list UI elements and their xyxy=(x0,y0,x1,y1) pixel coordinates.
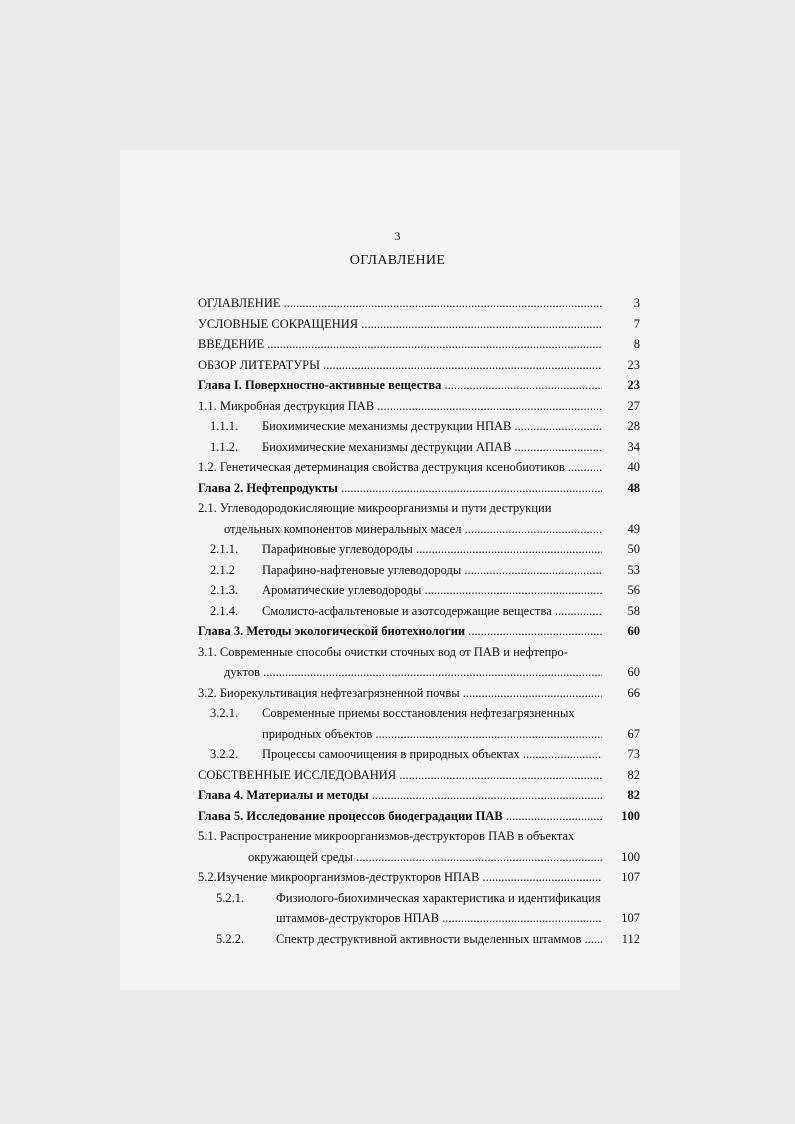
toc-entry-text: дуктов ..... xyxy=(194,662,602,683)
toc-entry-1-2[interactable] xyxy=(194,457,640,478)
toc-entry-5-2-1-cont[interactable] xyxy=(194,908,640,929)
toc-entry-3-2[interactable] xyxy=(194,683,640,704)
toc-entry-page: 60 xyxy=(627,665,640,679)
toc-entry-text: УСЛОВНЫЕ СОКРАЩЕНИЯ ..... xyxy=(194,314,602,335)
toc-entry-page: 58 xyxy=(627,603,640,618)
toc-entry-text: 3.2. Биорекультивация нефтезагрязненной почвы ..... xyxy=(194,683,602,704)
toc-entry-text: Глава I. Поверхностно-активные вещества ..... xyxy=(194,375,602,396)
toc-entry-3-2-1-cont[interactable] xyxy=(194,724,640,745)
table-of-contents xyxy=(194,293,640,949)
toc-entry-text: 2.1. Углеводородокисляющие микроорганизмы и пути деструкции xyxy=(198,501,552,515)
toc-entry-2-1-3[interactable] xyxy=(194,580,640,601)
toc-entry-code: 1.1.1. xyxy=(210,419,239,433)
toc-entry-code: 5.2.2. xyxy=(216,931,245,946)
toc-entry-code: 2.1.1. xyxy=(210,542,239,556)
toc-entry-chapter-2[interactable] xyxy=(194,478,640,499)
toc-entry-text: 2.1.3. Ароматические углеводороды ..... xyxy=(194,580,602,601)
toc-entry-text: 3.1. Современные способы очистки сточных вод от ПАВ и нефтепро- xyxy=(198,644,568,659)
toc-entry-code: 1.1.2. xyxy=(210,439,239,454)
toc-entry-text: 3.2.1. Современные приемы восстановления нефтезагрязненных xyxy=(194,703,602,724)
toc-entry-page: 67 xyxy=(627,726,640,741)
toc-entry-text: 1.1.1. Биохимические механизмы деструкции НПАВ ..... xyxy=(194,416,602,437)
toc-entry-code: 2.1.2 xyxy=(210,562,235,577)
toc-entry-page: 40 xyxy=(627,460,640,474)
toc-entry-3-1[interactable] xyxy=(194,642,640,663)
toc-entry-code: 2.1.4. xyxy=(210,603,239,618)
toc-entry-3-2-1[interactable] xyxy=(194,703,640,724)
toc-entry-page: 107 xyxy=(621,911,640,925)
toc-entry-page: 50 xyxy=(627,542,640,556)
toc-entry-introduction[interactable] xyxy=(194,334,640,355)
toc-entry-page: 34 xyxy=(627,439,640,454)
toc-entry-text: 5.2.2. Спектр деструктивной активности выделенных штаммов ..... xyxy=(194,929,602,950)
toc-entry-text: природных объектов ..... xyxy=(194,724,602,745)
toc-entry-text: 2.1.1. Парафиновые углеводороды ..... xyxy=(194,539,602,560)
toc-entry-text: 5.2.1. Физиолого-биохимическая характеристика и идентификация xyxy=(194,888,602,909)
toc-entry-5-2-1[interactable] xyxy=(194,888,640,909)
toc-entry-page: 60 xyxy=(627,624,640,638)
toc-entry-5-2[interactable] xyxy=(194,867,640,888)
toc-entry-contents[interactable] xyxy=(194,293,640,314)
toc-entry-text: 1.1. Микробная деструкция ПАВ ..... xyxy=(194,396,602,417)
toc-entry-3-2-2[interactable] xyxy=(194,744,640,765)
toc-entry-text: окружающей среды ..... xyxy=(194,847,602,868)
toc-entry-chapter-1[interactable] xyxy=(194,375,640,396)
toc-entry-text: Глава 5. Исследование процессов биодеградации ПАВ ..... xyxy=(194,806,602,827)
toc-entry-code: 3.2.1. xyxy=(210,706,239,720)
toc-entry-page: 53 xyxy=(627,562,640,577)
toc-entry-page: 107 xyxy=(621,870,640,884)
toc-entry-text: 2.1.2 Парафино-нафтеновые углеводороды ..... xyxy=(194,560,602,581)
toc-entry-page: 82 xyxy=(627,767,640,782)
toc-entry-text: Глава 4. Материалы и методы ..... xyxy=(194,785,602,806)
toc-entry-page: 100 xyxy=(621,849,640,864)
toc-entry-2-1-2[interactable] xyxy=(194,560,640,581)
toc-entry-page: 49 xyxy=(627,521,640,536)
page-number: 3 xyxy=(394,229,401,243)
toc-entry-code: 5.2.1. xyxy=(216,890,245,905)
toc-entry-page: 28 xyxy=(627,419,640,433)
toc-entry-text: ВВЕДЕНИЕ ..... xyxy=(194,334,602,355)
toc-entry-page: 48 xyxy=(627,480,640,495)
toc-entry-page: 8 xyxy=(633,337,640,351)
toc-entry-5-1-cont[interactable] xyxy=(194,847,640,868)
toc-entry-5-1[interactable] xyxy=(194,826,640,847)
toc-entry-3-1-cont[interactable] xyxy=(194,662,640,683)
toc-entry-text: штаммов-деструкторов НПАВ ..... xyxy=(194,908,602,929)
toc-entry-2-1-1[interactable] xyxy=(194,539,640,560)
toc-entry-page: 66 xyxy=(627,685,640,700)
toc-entry-text: ОБЗОР ЛИТЕРАТУРЫ ..... xyxy=(194,355,602,376)
toc-entry-1-1[interactable] xyxy=(194,396,640,417)
toc-entry-chapter-3[interactable] xyxy=(194,621,640,642)
toc-entry-2-1[interactable] xyxy=(194,498,640,519)
toc-entry-page: 27 xyxy=(627,398,640,413)
toc-entry-1-1-1[interactable] xyxy=(194,416,640,437)
toc-entry-page: 56 xyxy=(627,583,640,597)
toc-entry-page: 23 xyxy=(627,357,640,372)
toc-entry-text: отдельных компонентов минеральных масел ..... xyxy=(194,519,602,540)
toc-entry-text: 1.2. Генетическая детерминация свойства деструкция ксенобиотиков ..... xyxy=(194,457,602,478)
toc-entry-page: 82 xyxy=(627,788,640,802)
toc-entry-text: 2.1.4. Смолисто-асфальтеновые и азотсодержащие вещества ..... xyxy=(194,601,602,622)
toc-entry-code: 2.1.3. xyxy=(210,583,239,597)
toc-entry-chapter-4[interactable] xyxy=(194,785,640,806)
toc-entry-page: 100 xyxy=(621,808,640,823)
toc-entry-abbreviations[interactable] xyxy=(194,314,640,335)
toc-entry-1-1-2[interactable] xyxy=(194,437,640,458)
toc-entry-text: СОБСТВЕННЫЕ ИССЛЕДОВАНИЯ ..... xyxy=(194,765,602,786)
toc-entry-page: 73 xyxy=(627,747,640,761)
toc-entry-2-1-4[interactable] xyxy=(194,601,640,622)
toc-entry-5-2-2[interactable] xyxy=(194,929,640,950)
toc-entry-text: Глава 2. Нефтепродукты ..... xyxy=(194,478,602,499)
toc-entry-chapter-5[interactable] xyxy=(194,806,640,827)
toc-entry-own-research[interactable] xyxy=(194,765,640,786)
toc-entry-text: 3.2.2. Процессы самоочищения в природных объектах ..... xyxy=(194,744,602,765)
toc-entry-code: 3.2.2. xyxy=(210,747,239,761)
toc-entry-text: Глава 3. Методы экологической биотехнологии ..... xyxy=(194,621,602,642)
toc-entry-page: 7 xyxy=(633,316,640,331)
toc-entry-page: 23 xyxy=(627,378,640,392)
toc-heading: ОГЛАВЛЕНИЕ xyxy=(349,253,446,268)
toc-entry-page: 112 xyxy=(621,931,640,946)
toc-entry-text: 5.1. Распространение микроорганизмов-деструкторов ПАВ в объектах xyxy=(198,829,575,843)
toc-entry-text: 1.1.2. Биохимические механизмы деструкции АПАВ ..... xyxy=(194,437,602,458)
toc-entry-text: 5.2.Изучение микроорганизмов-деструкторов НПАВ ..... xyxy=(194,867,602,888)
toc-entry-literature-review[interactable] xyxy=(194,355,640,376)
toc-entry-2-1-cont[interactable] xyxy=(194,519,640,540)
toc-entry-page: 3 xyxy=(633,296,640,310)
toc-entry-text: ОГЛАВЛЕНИЕ ..... xyxy=(194,293,602,314)
